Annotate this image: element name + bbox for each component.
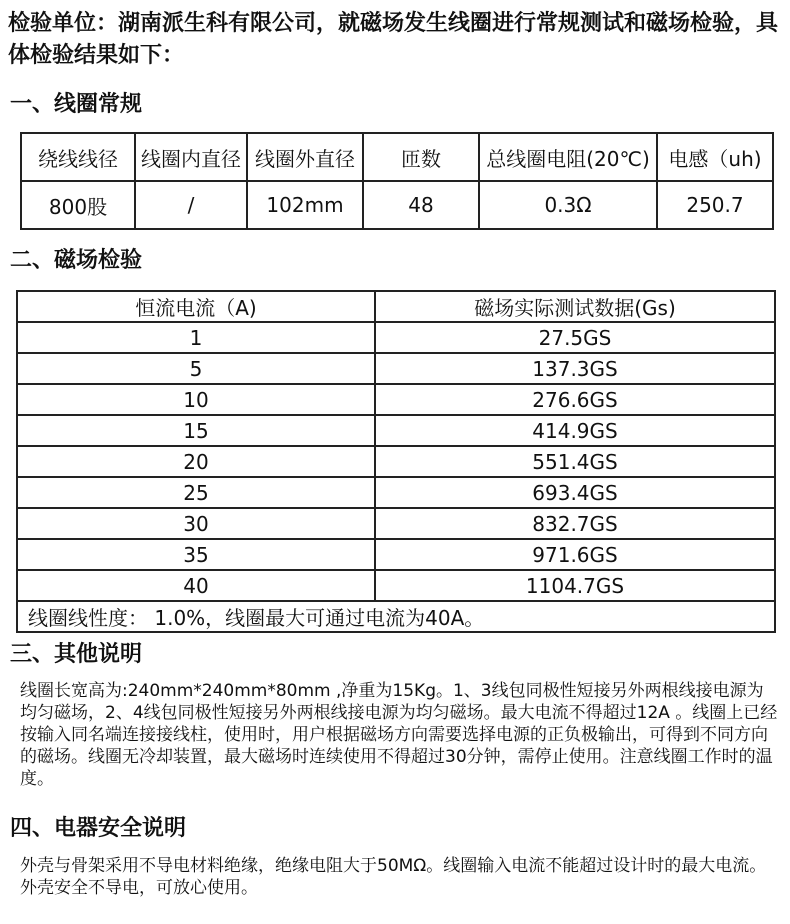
field-header-row xyxy=(17,291,775,322)
value-resistance: 0.3Ω xyxy=(479,181,657,229)
intro-paragraph: 检验单位：湖南派生科有限公司，就磁场发生线圈进行常规测试和磁场检验，具体检验结果如下： xyxy=(8,11,779,68)
field-test-table xyxy=(16,290,776,633)
field-cell: 971.6GS xyxy=(375,539,775,570)
header-wire-gauge: 绕线线径 xyxy=(21,133,135,181)
section3-paragraph: 线圈长宽高为:240mm*240mm*80mm ,净重为15Kg。1、3线包同极性短接另外两根线接电源为均匀磁场，2、4线包同极性短接另外两根线接电源为均匀磁场。最大电流不得超过12A 。线圈上已经按输入同名端连接接线柱，使用时，用户根据磁场方向需要选择电源的正负极输出，可得到不同方向的磁场。线圈无冷却装置，最大磁场时连续使用不得超过30分钟，需停止使用。注意线圈工作时的温度。 xyxy=(20,681,778,789)
value-outer-diameter: 102mm xyxy=(247,181,363,229)
field-cell: 137.3GS xyxy=(375,353,775,384)
value-inductance: 250.7 xyxy=(657,181,773,229)
header-turns: 匝数 xyxy=(363,133,479,181)
table-row xyxy=(17,570,775,601)
coil-spec-table xyxy=(20,132,774,230)
field-cell: 551.4GS xyxy=(375,446,775,477)
current-cell: 40 xyxy=(17,570,375,601)
table-row xyxy=(17,446,775,477)
section2-title: 二、磁场检验 xyxy=(10,248,143,273)
section3-title: 三、其他说明 xyxy=(10,642,143,667)
header-inner-diameter: 线圈内直径 xyxy=(135,133,247,181)
value-inner-diameter: / xyxy=(135,181,247,229)
table-row xyxy=(17,477,775,508)
header-outer-diameter: 线圈外直径 xyxy=(247,133,363,181)
field-cell: 414.9GS xyxy=(375,415,775,446)
current-cell: 25 xyxy=(17,477,375,508)
current-cell: 15 xyxy=(17,415,375,446)
table-row xyxy=(17,508,775,539)
coil-spec-header-row xyxy=(21,133,773,181)
section4-paragraph: 外壳与骨架采用不导电材料绝缘，绝缘电阻大于50MΩ。线圈输入电流不能超过设计时的最大电流。外壳安全不导电，可放心使用。 xyxy=(20,856,767,898)
linearity-note-row xyxy=(17,601,775,632)
current-cell: 1 xyxy=(17,322,375,353)
table-row xyxy=(17,539,775,570)
header-inductance: 电感（uh) xyxy=(657,133,773,181)
field-cell: 27.5GS xyxy=(375,322,775,353)
header-current: 恒流电流（A) xyxy=(17,291,375,322)
section4-title: 四、电器安全说明 xyxy=(10,816,187,841)
linearity-note: 线圈线性度： 1.0%，线圈最大可通过电流为40A。 xyxy=(17,601,775,632)
table-row xyxy=(17,322,775,353)
value-turns: 48 xyxy=(363,181,479,229)
current-cell: 20 xyxy=(17,446,375,477)
coil-spec-value-row xyxy=(21,181,773,229)
field-cell: 1104.7GS xyxy=(375,570,775,601)
current-cell: 30 xyxy=(17,508,375,539)
field-cell: 832.7GS xyxy=(375,508,775,539)
header-field: 磁场实际测试数据(Gs) xyxy=(375,291,775,322)
table-row xyxy=(17,384,775,415)
section1-title: 一、线圈常规 xyxy=(10,92,143,117)
current-cell: 35 xyxy=(17,539,375,570)
current-cell: 10 xyxy=(17,384,375,415)
field-cell: 693.4GS xyxy=(375,477,775,508)
value-wire-gauge: 800股 xyxy=(21,181,135,229)
header-resistance: 总线圈电阻(20℃) xyxy=(479,133,657,181)
current-cell: 5 xyxy=(17,353,375,384)
table-row xyxy=(17,353,775,384)
table-row xyxy=(17,415,775,446)
field-cell: 276.6GS xyxy=(375,384,775,415)
